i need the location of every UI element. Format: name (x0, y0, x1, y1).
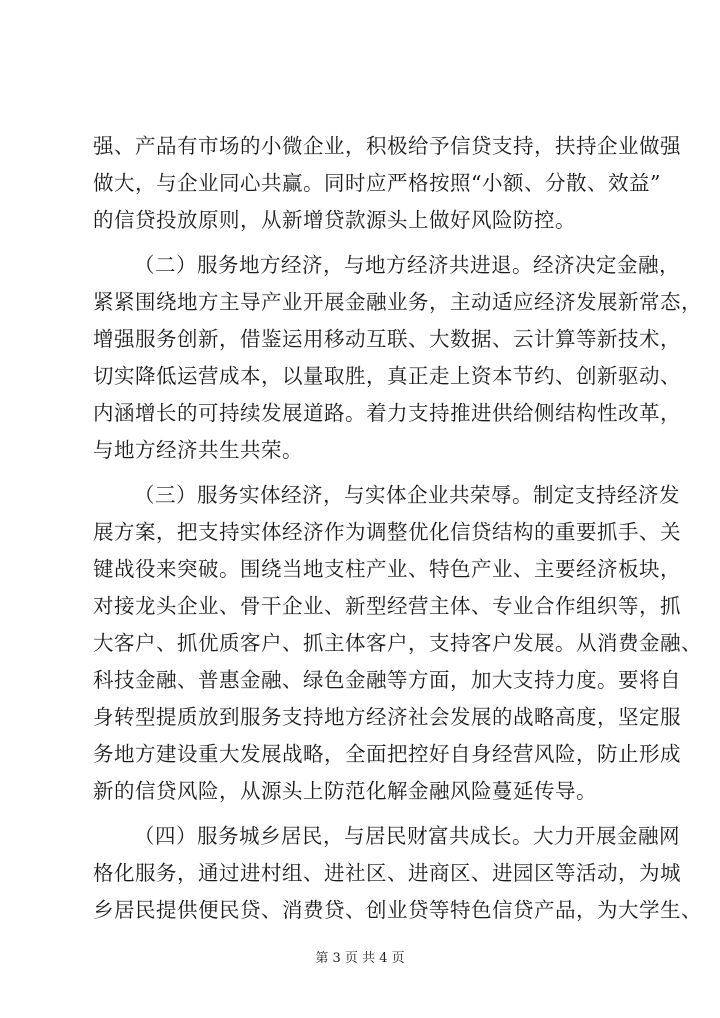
text-line: 紧紧围绕地方主导产业开展金融业务，主动适应经济发展新常态， (93, 290, 702, 314)
text-line: 的信贷投放原则，从新增贷款源头上做好风险防控。 (93, 208, 576, 232)
text-line: （四）服务城乡居民，与居民财富共成长。大力开展金融网 (134, 824, 680, 848)
text-line: （二）服务地方经济，与地方经济共进退。经济决定金融， (134, 253, 680, 277)
text-line: 大客户、抓优质客户、抓主体客户，支持客户发展。从消费金融、 (93, 631, 702, 655)
document-body (93, 128, 702, 937)
text-line: 身转型提质放到服务支持地方经济社会发展的战略高度，坚定服 (93, 705, 681, 729)
text-line: 切实降低运营成本，以量取胜，真正走上资本节约、创新驱动、 (93, 364, 681, 388)
text-line: 与地方经济共生共荣。 (93, 438, 303, 462)
text-line: 展方案，把支持实体经济作为调整优化信贷结构的重要抓手、关 (93, 520, 681, 544)
text-line: （三）服务实体经济，与实体企业共荣辱。制定支持经济发 (134, 483, 680, 507)
text-line: 乡居民提供便民贷、消费贷、创业贷等特色信贷产品，为大学生、 (93, 898, 702, 922)
paragraph-3 (93, 477, 702, 810)
paragraph-1 (93, 128, 681, 239)
text-line: 键战役来突破。围绕当地支柱产业、特色产业、主要经济板块， (93, 557, 681, 581)
text-line: 科技金融、普惠金融、绿色金融等方面，加大支持力度。要将自 (93, 668, 681, 692)
page-number-footer: 第 3 页 共 4 页 (315, 951, 405, 966)
text-line: 对接龙头企业、骨干企业、新型经营主体、专业合作组织等，抓 (93, 594, 681, 618)
text-line: 格化服务，通过进村组、进社区、进商区、进园区等活动，为城 (93, 861, 681, 885)
text-line: 内涵增长的可持续发展道路。着力支持推进供给侧结构性改革， (93, 401, 681, 425)
text-line: 强、产品有市场的小微企业，积极给予信贷支持，扶持企业做强 (93, 134, 681, 158)
text-line: 做大，与企业同心共赢。同时应严格按照“小额、分散、效益” (93, 171, 661, 195)
text-line: 增强服务创新，借鉴运用移动互联、大数据、云计算等新技术， (93, 327, 681, 351)
text-line: 务地方建设重大发展战略，全面把控好自身经营风险，防止形成 (93, 742, 681, 766)
paragraph-2 (93, 247, 702, 469)
text-line: 新的信贷风险，从源头上防范化解金融风险蔓延传导。 (93, 779, 597, 803)
paragraph-4 (93, 818, 702, 929)
